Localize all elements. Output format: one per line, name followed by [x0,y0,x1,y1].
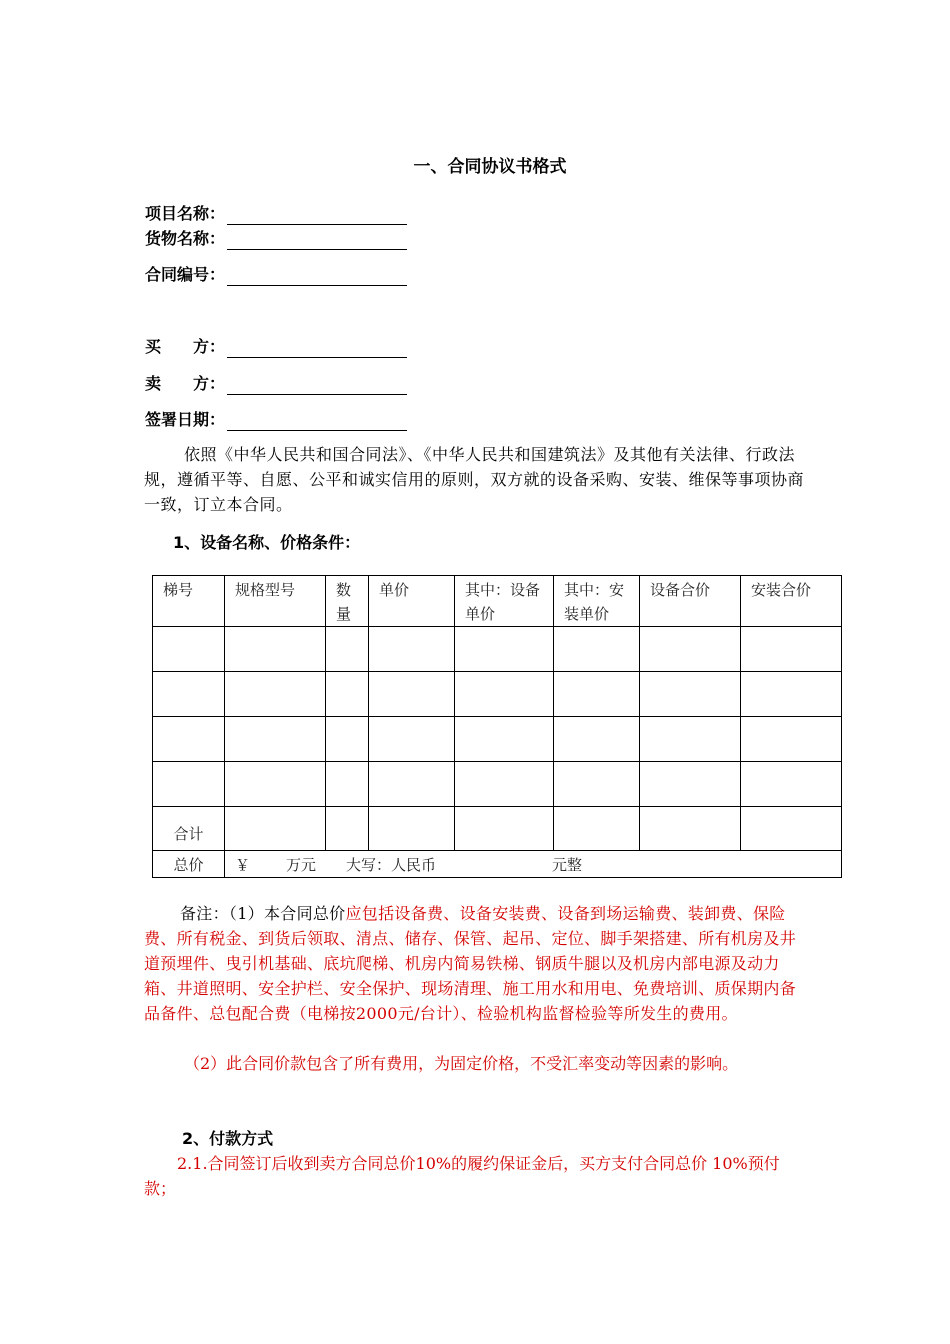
blank-line [227,340,407,358]
buyer-field [145,336,407,358]
table-row [153,762,842,807]
notes-item-1-lead: （1）本合同总价 [228,904,346,923]
blank-line [227,232,407,250]
section-1-heading: 1、设备名称、价格条件： [173,533,361,552]
total-unit: 万元 [286,856,317,874]
currency-symbol: ￥ [235,856,251,874]
blank-line [227,268,407,286]
field-label: 卖 方： [145,374,226,393]
blank-line [227,413,407,431]
seller-field [145,373,407,395]
table-row [153,717,842,762]
signing-date-field [145,409,407,431]
table-row [153,627,842,672]
header-cell: 单价 [369,576,455,627]
total-words-suffix: 元整 [552,856,583,874]
subtotal-row [153,807,842,851]
total-row [153,851,842,878]
contract-number-field [145,264,407,286]
field-label: 货物名称： [145,229,226,248]
table-header-row [153,576,842,627]
notes-paragraph-1 [144,901,808,1026]
header-cell: 其中：安装单价 [554,576,640,627]
project-name-field [145,203,407,225]
section-2-heading: 2、付款方式 [182,1129,274,1148]
header-cell: 梯号 [153,576,225,627]
header-cell: 规格型号 [225,576,326,627]
total-value-cell [225,851,842,878]
goods-name-field [145,228,407,250]
header-cell: 设备合价 [640,576,741,627]
header-cell: 数量 [326,576,369,627]
notes-item-1-body: 应包括设备费、设备安装费、设备到场运输费、装卸费、保险费、所有税金、到货后领取、清点、储存、保管、起吊、定位、脚手架搭建、所有机房及井道预埋件、曳引机基础、底坑爬梯、机房内简易铁梯、钢质牛腿以及机房内部电源及动力箱、井道照明、安全护栏、安全保护、现场清理、施工用水和用电、免费培训、质保期内备品备件、总包配合费（电梯按2000元/台计）、检验机构监督检验等所发生的费用。 [144,904,797,1023]
field-label: 合同编号： [145,265,226,284]
header-cell: 其中：设备单价 [455,576,554,627]
blank-line [227,377,407,395]
payment-clause-2-1: 2.1.合同签订后收到卖方合同总价10%的履约保证金后，买方支付合同总价 10%预付款； [144,1154,780,1198]
field-label: 项目名称： [145,204,226,223]
total-label: 总价 [153,851,225,878]
total-words-label: 大写：人民币 [346,856,437,874]
blank-line [227,207,407,225]
page-title: 一、合同协议书格式 [413,157,567,177]
field-label: 买 方： [145,337,226,356]
price-table [152,575,842,878]
intro-paragraph: 依照《中华人民共和国合同法》、《中华人民共和国建筑法》及其他有关法律、行政法规，遵循平等、自愿、公平和诚实信用的原则，双方就的设备采购、安装、维保等事项协商一致，订立本合同。 [144,445,805,514]
notes-label: 备注： [180,904,229,923]
notes-paragraph-2: （2）此合同价款包含了所有费用，为固定价格，不受汇率变动等因素的影响。 [184,1054,739,1073]
subtotal-label: 合计 [153,807,225,851]
field-label: 签署日期： [145,410,226,429]
table-row [153,672,842,717]
header-cell: 安装合价 [741,576,842,627]
